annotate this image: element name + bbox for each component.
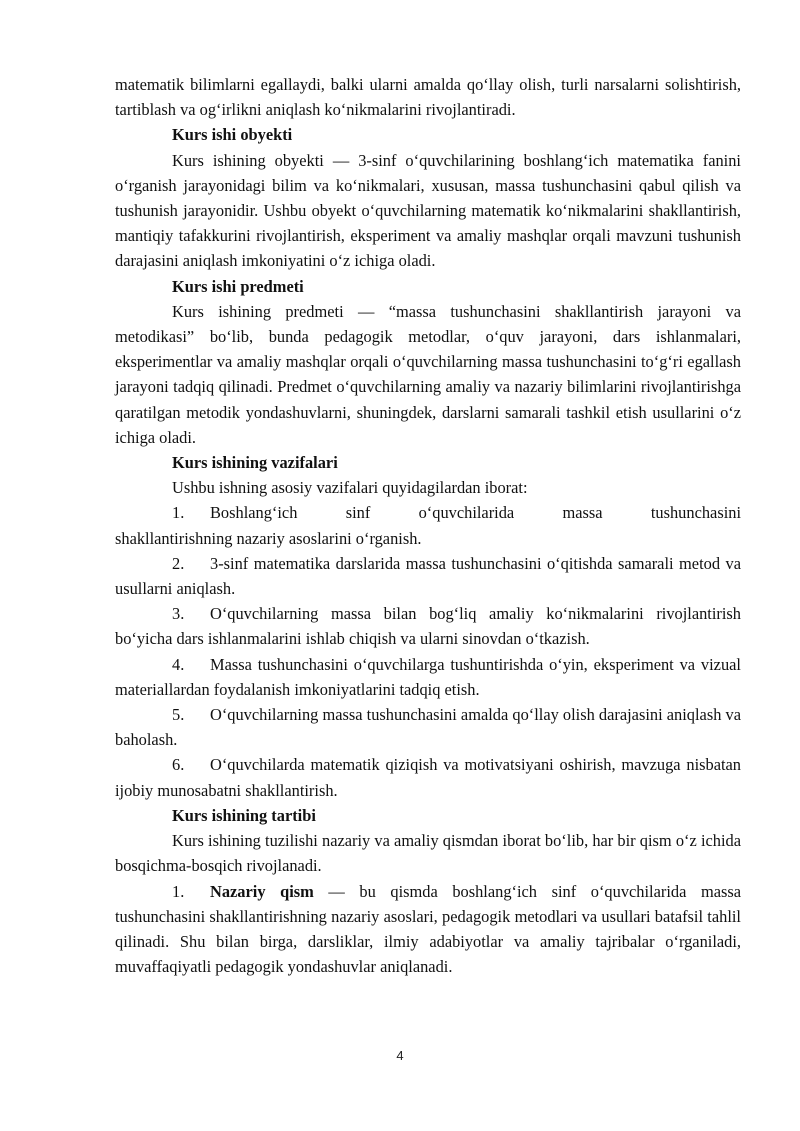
order-item-number: 1.: [172, 881, 185, 901]
page-number: 4: [396, 1048, 404, 1063]
task-text: O‘quvchilarda matematik qiziqish va motivatsiyani oshirish, mavzuga nisbatan ijobiy munosabatni shakllantirish.: [115, 755, 741, 800]
subject-paragraph: Kurs ishining predmeti — “massa tushunchasini shakllantirish jarayoni va metodikasi” bo‘lib, bunda pedagogik metodlar, o‘quv jarayoni, dars ishlanmalari, eksperimentlar va amaliy mashqlar orqali o‘quvchilarning massa tushunchasini to‘g‘ri egallash jarayoni tadqiq qilinadi. Predmet o‘quvchilarning amaliy va nazariy bilimlarini rivojlantirishga qaratilgan metodik yondashuvlarni, shuningdek, darslarni samarali tashkil etish usullarini o‘z ichiga oladi.: [115, 301, 741, 447]
tasks-heading: Kurs ishining vazifalari: [172, 453, 338, 473]
order-item-text: — bu qismda boshlang‘ich sinf o‘quvchilarida massa tushunchasini shakllantirishning nazariy asoslari, pedagogik metodlari va usullari batafsil tahlil qilinadi. Shu bilan birga, darsliklar, ilmiy adabiyotlar va amaliy tajribalar o‘rganiladi, muvaffaqiyatli pedagogik yondashuvlar aniqlanadi.: [115, 881, 741, 977]
task-text: Massa tushunchasini o‘quvchilarga tushuntirishda o‘yin, eksperiment va vizual materiallardan foydalanish imkoniyatlarini tadqiq etish.: [115, 654, 741, 699]
task-number: 4.: [172, 654, 185, 674]
order-paragraph: Kurs ishining tuzilishi nazariy va amaliy qismdan iborat bo‘lib, har bir qism o‘z ichida bosqichma-bosqich rivojlanadi.: [115, 831, 741, 876]
task-number: 1.: [172, 503, 185, 523]
task-item-6: [115, 752, 741, 802]
intro-continuation: matematik bilimlarni egallaydi, balki ularni amalda qo‘llay olish, turli narsalarni solishtirish, tartiblash va og‘irlikni aniqlash ko‘nikmalarini rivojlantiradi.: [115, 75, 741, 120]
task-number: 2.: [172, 553, 185, 573]
document-page: [115, 72, 741, 979]
task-item-4: [115, 652, 741, 702]
task-item-5: [115, 702, 741, 752]
task-text: 3-sinf matematika darslarida massa tushunchasini o‘qitishda samarali metod va usullarni aniqlash.: [115, 553, 741, 599]
order-item-1: [115, 879, 741, 980]
task-text-first-line: Boshlang‘ich sinf o‘quvchilarida massa tushunchasini: [210, 503, 741, 523]
subject-heading: Kurs ishi predmeti: [172, 276, 304, 296]
tasks-intro: Ushbu ishning asosiy vazifalari quyidagilardan iborat:: [172, 478, 528, 498]
task-number: 6.: [172, 755, 185, 775]
task-text: shakllantirishning nazariy asoslarini o‘rganish.: [115, 528, 422, 548]
task-number: 3.: [172, 604, 185, 624]
order-item-title: Nazariy qism: [210, 881, 314, 901]
task-item-3: [115, 601, 741, 651]
task-text: O‘quvchilarning massa bilan bog‘liq amaliy ko‘nikmalarini rivojlantirish bo‘yicha dars ishlanmalarini ishlab chiqish va ularni sinovdan o‘tkazish.: [115, 604, 741, 649]
task-item-1: [115, 500, 741, 550]
object-heading: Kurs ishi obyekti: [172, 125, 293, 145]
task-number: 5.: [172, 705, 185, 725]
task-text: O‘quvchilarning massa tushunchasini amalda qo‘llay olish darajasini aniqlash va baholash.: [115, 705, 741, 750]
task-item-2: [115, 551, 741, 601]
order-heading: Kurs ishining tartibi: [172, 805, 316, 825]
object-paragraph: Kurs ishining obyekti — 3-sinf o‘quvchilarining boshlang‘ich matematika fanini o‘rganish jarayonidagi bilim va ko‘nikmalari, xususan, massa tushunchasini qabul qilish va tushunish jarayonidir. Ushbu obyekt o‘quvchilarning matematik ko‘nikmalarini shakllantirish, mantiqiy tafakkurini rivojlantirish, eksperiment va amaliy mashqlar orqali mavzuni tushunish darajasini aniqlash imkoniyatini o‘z ichiga oladi.: [115, 150, 741, 271]
